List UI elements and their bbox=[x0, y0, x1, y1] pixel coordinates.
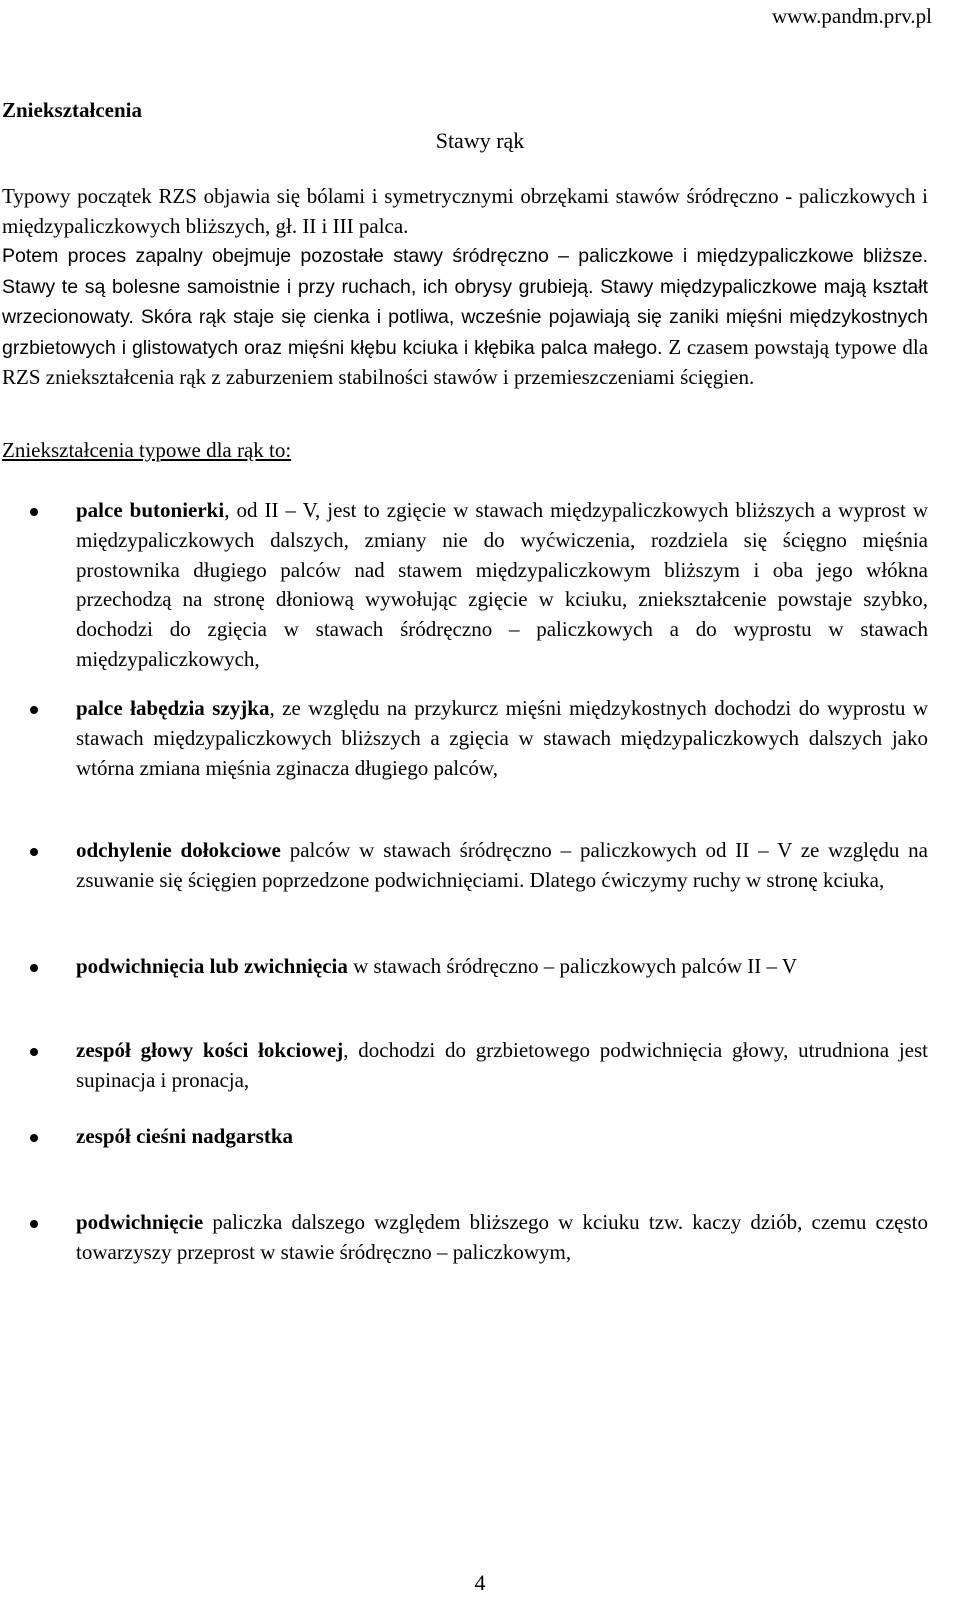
bullet-icon bbox=[30, 848, 38, 856]
list-item bbox=[76, 952, 928, 982]
list-item bbox=[76, 1208, 928, 1268]
bullet-icon bbox=[30, 706, 38, 714]
bullet-icon bbox=[30, 1220, 38, 1228]
item-term: zespół głowy kości łokciowej bbox=[76, 1038, 344, 1062]
intro-serif-text: Z czasem powstają typowe dla RZS zniekształcenia rąk z zaburzeniem stabilności stawów i przemieszczeniami ścięgien. bbox=[2, 334, 929, 389]
page-number: 4 bbox=[474, 1570, 486, 1595]
bullet-icon bbox=[30, 964, 38, 972]
item-term: zespół cieśni nadgarstka bbox=[76, 1124, 294, 1148]
header-url: www.pandm.prv.pl bbox=[771, 4, 932, 28]
list-item bbox=[76, 1122, 928, 1152]
list-item bbox=[76, 836, 928, 896]
item-text: paliczka dalszego względem bliższego w kciuku tzw. kaczy dziób, czemu często towarzyszy przeprost w stawie śródręczno – paliczkowym, bbox=[76, 1210, 928, 1264]
item-text: , od II – V, jest to zgięcie w stawach międzypaliczkowych bliższych a wyprost w międzypaliczkowych dalszych, zmiany nie do wyćwiczenia, rozdziela się ścięgno mięśnia prostownika długiego palców nad stawem międzypaliczkowym bliższym i oba jego włókna przechodzą na stronę dłoniową wywołując zgięcie w kciuku, zniekształcenie powstaje szybko, dochodzi do zgięcia w stawach śródręczno – paliczkowych a do wyprostu w stawach międzypaliczkowych, bbox=[76, 498, 928, 671]
bullet-icon bbox=[30, 1134, 38, 1142]
intro-line-1: Typowy początek RZS objawia się bólami i symetrycznymi obrzękami stawów śródręczno - paliczkowych i międzypaliczkowych bliższych, gł. II i III palca. bbox=[2, 184, 928, 238]
item-term: podwichnięcia lub zwichnięcia bbox=[76, 954, 348, 978]
item-term: odchylenie dołokciowe bbox=[76, 838, 281, 862]
item-text: w stawach śródręczno – paliczkowych palców II – V bbox=[347, 954, 798, 978]
list-heading: Zniekształcenia typowe dla rąk to: bbox=[2, 438, 292, 462]
item-term: palce butonierki bbox=[76, 498, 225, 522]
item-term: podwichnięcie bbox=[76, 1210, 204, 1234]
item-text: , ze względu na przykurcz mięśni międzykostnych dochodzi do wyprostu w stawach międzypaliczkowych bliższych a zgięcia w stawach międzypaliczkowych dalszych jako wtórna zmiana mięśnia zginacza długiego palców, bbox=[76, 696, 928, 780]
bullet-icon bbox=[30, 1048, 38, 1056]
list-item bbox=[76, 1036, 928, 1096]
intro-sans-text: Potem proces zapalny obejmuje pozostałe stawy śródręczno – paliczkowe i międzypaliczkowe bliższe. Stawy te są bolesne samoistnie i przy ruchach, ich obrysy grubieją. Stawy międzypaliczkowe mają kształt wrzecionowaty. Skóra rąk staje się cienka i potliwa, wcześnie pojawiają się zaniki mięśni międzykostnych grzbietowych i glistowatych oraz mięśni kłębu kciuka i kłębika palca małego. bbox=[2, 245, 928, 359]
section-title: Zniekształcenia bbox=[2, 98, 142, 122]
list-item bbox=[76, 694, 928, 783]
bullet-icon bbox=[30, 508, 38, 516]
list-item bbox=[76, 496, 928, 675]
item-term: palce łabędzia szyjka bbox=[76, 696, 270, 720]
item-text: palców w stawach śródręczno – paliczkowych od II – V ze względu na zsuwanie się ścięgien poprzedzone podwichnięciami. Dlatego ćwiczymy ruchy w stronę kciuka, bbox=[76, 838, 928, 892]
intro-paragraph-2 bbox=[2, 241, 928, 393]
page-title: Stawy rąk bbox=[435, 128, 525, 153]
item-text: , dochodzi do grzbietowego podwichnięcia głowy, utrudniona jest supinacja i pronacja, bbox=[76, 1038, 929, 1092]
intro-paragraph bbox=[2, 182, 928, 393]
